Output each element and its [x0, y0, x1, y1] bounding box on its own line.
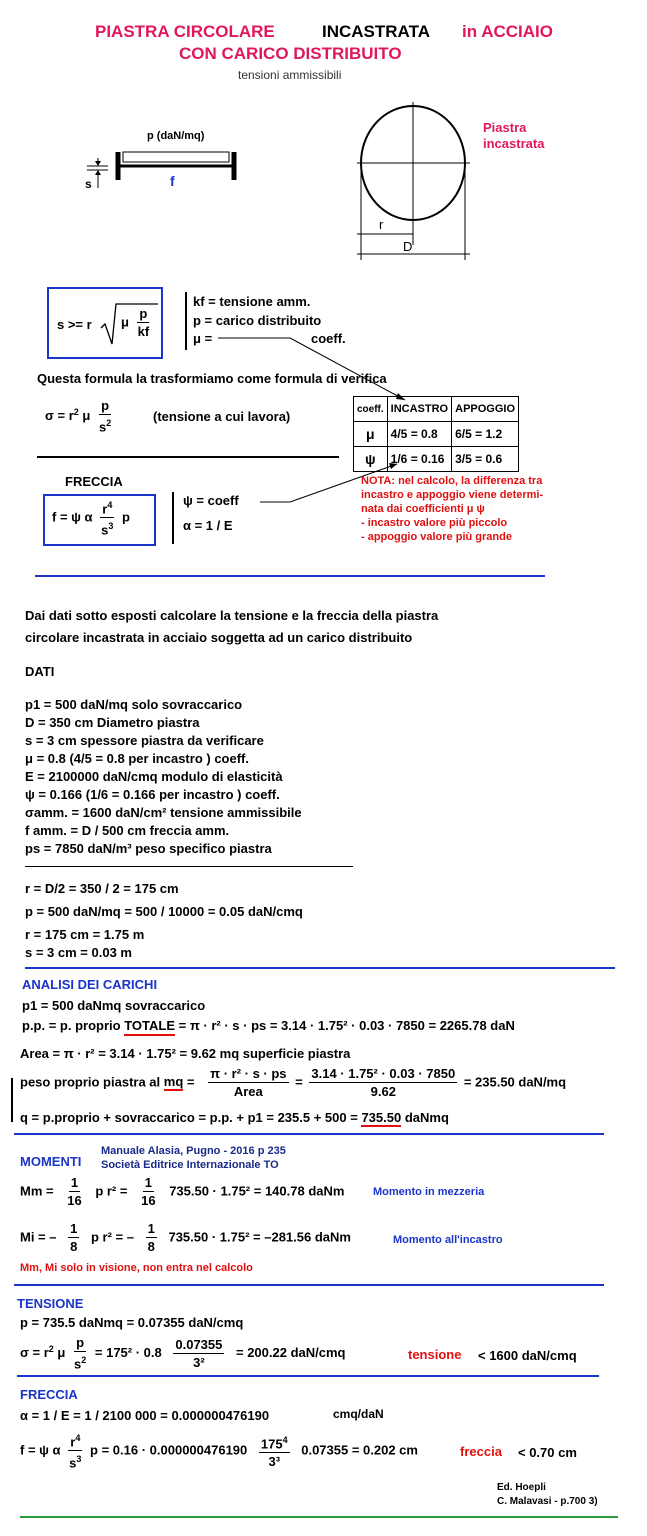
footer-line-1: Ed. Hoepli [497, 1482, 546, 1493]
frac-num: 1 [144, 1175, 152, 1190]
dati-line: σamm. = 1600 daN/cm² tensione ammissibile [25, 805, 302, 820]
freccia-lhs: f = ψ α [20, 1442, 61, 1458]
legend-alpha: α = 1 / E [183, 518, 233, 533]
frac-num: $r^4$ [68, 1430, 82, 1451]
title-part-a: PIASTRA CIRCOLARE [95, 22, 275, 41]
note-line: - incastro valore più piccolo [361, 517, 508, 529]
table-cell: ψ [354, 447, 388, 472]
table-header: APPOGGIO [452, 397, 519, 422]
one-over-8 [68, 1221, 79, 1255]
ref-line-2: Società Editrice Internazionale TO [101, 1159, 279, 1171]
dati-line: p1 = 500 daN/mq solo sovraccarico [25, 697, 243, 712]
frac-den: 8 [70, 1239, 78, 1254]
frac-num: 1 [147, 1221, 155, 1236]
legend-psi: ψ = coeff [183, 493, 239, 508]
fraction-symbolic [208, 1066, 288, 1100]
bracket-bar [11, 1078, 13, 1122]
mi-lhs: Mi = – [20, 1229, 57, 1245]
mi-note: Momento all'incastro [393, 1234, 503, 1246]
table-cell: 3/5 = 0.6 [452, 447, 519, 472]
alpha-line: α = 1 / E = 1 / 2100 000 = 0.000000476190 [20, 1408, 270, 1423]
frac-den: kf [137, 324, 150, 339]
dati-line: μ = 0.8 (4/5 = 0.8 per incastro ) coeff. [25, 751, 249, 766]
frac-den: 3³ [268, 1454, 281, 1469]
radius-label: r [379, 217, 384, 232]
mi-mid: p r² = – [90, 1229, 134, 1245]
title-part-c: in ACCIAIO [462, 22, 553, 41]
note-block [361, 474, 543, 544]
frac-den: $s^2$ [74, 1355, 87, 1372]
peso-mq-formula: peso proprio piastra al mq = $\frac{\text{π · r² · s · ps}}{\text{Area}}$ = $\frac{\text{3.14 · 1.75² · 0.03 · 7850}}{9.62}$ = 235.50 daN/mq [20, 1066, 567, 1099]
peso-mq-result: = 235.50 daN/mq [463, 1074, 567, 1090]
table-cell: 4/5 = 0.8 [387, 422, 451, 447]
title-part-b: INCASTRATA [322, 22, 430, 41]
freccia-tail: p [122, 509, 130, 525]
mu-symbol: μ [82, 408, 91, 424]
frac-num: 0.07355 [175, 1336, 223, 1352]
freccia-lhs: f = ψ α [52, 509, 93, 525]
legend-coeff: coeff. [311, 331, 346, 346]
pp-totale: TOTALE [124, 1018, 175, 1036]
frac-num: 1 [70, 1221, 78, 1236]
analisi-line-1: p1 = 500 daNmq sovraccarico [22, 998, 206, 1013]
fraction-numeric [309, 1066, 457, 1100]
deflection-label: f [170, 173, 175, 189]
q-unit: daNmq [404, 1110, 449, 1125]
conv-line-2: p = 500 daN/mq = 500 / 10000 = 0.05 daN/cmq [25, 904, 303, 919]
mi-formula [20, 1221, 351, 1255]
q-formula: q = p.proprio + sovraccarico = p.p. + p1 = 235.5 + 500 = [20, 1110, 358, 1125]
q-line [20, 1110, 449, 1125]
momenti-heading: MOMENTI [20, 1154, 82, 1169]
mm-formula [20, 1175, 344, 1209]
area-line: Area = π · r² = 3.14 · 1.75² = 9.62 mq superficie piastra [20, 1046, 351, 1061]
freccia-mid: p = 0.16 · 0.000000476190 [90, 1442, 248, 1458]
freccia-label: freccia [460, 1444, 502, 1459]
diameter-label: D [403, 239, 413, 254]
mi-result: 735.50 · 1.75² = –281.56 daNm [168, 1229, 351, 1245]
tensione-label: tensione [408, 1347, 462, 1362]
problem-line-1: Dai dati sotto esposti calcolare la tensione e la freccia della piastra [25, 608, 439, 623]
dati-heading: DATI [25, 664, 55, 679]
frac-num: p [139, 306, 148, 321]
legend-mu: μ = [193, 331, 213, 346]
r4-over-s3 [67, 1430, 83, 1472]
table-header: INCASTRO [387, 397, 451, 422]
mm-note: Momento in mezzeria [373, 1186, 485, 1198]
tensione-limit: < 1600 daN/cmq [478, 1348, 577, 1363]
note-line: incastro e appoggio viene determi- [361, 489, 544, 501]
frac-den: Area [233, 1084, 263, 1099]
mu-symbol: μ [57, 1345, 66, 1361]
frac-num: p [76, 1335, 85, 1350]
divider-blue-4 [14, 1284, 604, 1286]
p-over-s2 [97, 398, 113, 435]
frac-den: $s^3$ [69, 1454, 82, 1471]
numeric-fraction [173, 1337, 224, 1371]
freccia-calc-heading: FRECCIA [20, 1387, 78, 1402]
peso-proprio-line [22, 1018, 515, 1033]
frac-den: 16 [141, 1193, 156, 1208]
peso-mq-unit: mq [163, 1074, 184, 1090]
tensione-result: = 200.22 daN/cmq [236, 1345, 346, 1361]
frac-den: 3² [193, 1354, 205, 1370]
conv-line-4: s = 3 cm = 0.03 m [25, 945, 132, 960]
table-header: coeff. [354, 397, 388, 422]
numeric-fraction [259, 1432, 290, 1470]
dati-list [25, 696, 302, 858]
frac-num: π · r² · s · ps [210, 1066, 287, 1081]
title-line-2: CON CARICO DISTRIBUITO [179, 44, 402, 63]
frac-den: 9.62 [370, 1084, 396, 1099]
divider-blue-3 [14, 1133, 604, 1135]
frac-den: 16 [67, 1193, 82, 1208]
mm-mid: p r² = [95, 1183, 128, 1199]
peso-mq-label: peso proprio piastra al [20, 1074, 161, 1090]
dati-line: ps = 7850 daN/m³ peso specifico piastra [25, 841, 272, 856]
table-cell: 6/5 = 1.2 [452, 422, 519, 447]
pp-formula: = π · r² · s · ps = 3.14 · 1.75² · 0.03 · 7850 = 2265.78 daN [178, 1018, 515, 1033]
problem-line-2: circolare incastrata in acciaio soggetta ad un carico distribuito [25, 630, 413, 645]
freccia-calc-formula [20, 1430, 418, 1472]
dati-line: D = 350 cm Diametro piastra [25, 715, 200, 730]
one-over-16 [139, 1175, 157, 1209]
tensione-formula: $\sigma = r^2$ μ $\frac{p}{s^2}$ = 175² · 0.8 $\frac{0.07355}{\text{3²}}$ = 200.22 daN/cmq [20, 1335, 346, 1372]
divider-blue-1 [35, 575, 545, 577]
one-over-8 [146, 1221, 157, 1255]
verify-intro: Questa formula la trasformiamo come formula di verifica [37, 371, 387, 386]
frac-den: 8 [147, 1239, 155, 1254]
thickness-formula-lhs: s >= r [57, 317, 92, 332]
frac-num: p [101, 398, 110, 413]
freccia-heading: FRECCIA [65, 474, 123, 489]
footer-line-2: C. Malavasi - p.700 3) [497, 1496, 598, 1507]
frac-den: $s^3$ [101, 521, 114, 538]
verify-note: (tensione a cui lavora) [153, 409, 291, 424]
divider-2 [25, 866, 353, 867]
ref-line-1: Manuale Alasia, Pugno - 2016 p 235 [101, 1145, 286, 1157]
mm-result: 735.50 · 1.75² = 140.78 daNm [169, 1183, 345, 1199]
note-line: - appoggio valore più grande [361, 531, 512, 543]
dati-line: f amm. = D / 500 cm freccia amm. [25, 823, 230, 838]
analisi-heading: ANALISI DEI CARICHI [22, 977, 158, 992]
frac-den: $s^2$ [99, 418, 112, 435]
subtitle: tensioni ammissibili [238, 68, 342, 82]
table-cell: μ [354, 422, 388, 447]
plate-label: Piastra incastrata [483, 120, 545, 151]
dati-line: ψ = 0.166 (1/6 = 0.166 per incastro ) coeff. [25, 787, 280, 802]
freccia-formula [52, 497, 130, 539]
dati-line: E = 2100000 daN/cmq modulo di elasticità [25, 769, 283, 784]
freccia-result: 0.07355 = 0.202 cm [301, 1442, 418, 1458]
alpha-unit: cmq/daN [333, 1407, 384, 1421]
sigma-lhs: σ = r [45, 408, 74, 424]
legend-p: p = carico distribuito [193, 313, 322, 328]
dati-line: s = 3 cm spessore piastra da verificare [25, 733, 264, 748]
legend-kf: kf = tensione amm. [193, 294, 311, 309]
tensione-p-line: p = 735.5 daNmq = 0.07355 daN/cmq [20, 1315, 244, 1330]
tensione-heading: TENSIONE [17, 1296, 84, 1311]
r4-over-s3 [99, 497, 115, 539]
legend-bar-2 [172, 492, 174, 544]
frac-num: 3.14 · 1.75² · 0.03 · 7850 [311, 1066, 456, 1081]
thickness-label: s [85, 177, 92, 191]
divider-green [20, 1516, 618, 1518]
frac-num: $175^4$ [259, 1432, 290, 1453]
coefficient-table [353, 396, 519, 472]
note-line: nata dai coefficienti μ ψ [361, 503, 485, 515]
divider-blue-2 [25, 967, 615, 969]
table-cell: 1/6 = 0.16 [387, 447, 451, 472]
equals: = [186, 1074, 195, 1090]
conv-line-1: r = D/2 = 350 / 2 = 175 cm [25, 881, 179, 896]
mm-lhs: Mm = [20, 1183, 54, 1199]
p-over-s2 [72, 1335, 88, 1372]
frac-num: $r^4$ [100, 497, 114, 518]
one-over-16 [65, 1175, 83, 1209]
mu-symbol: μ [121, 314, 129, 330]
momenti-warning: Mm, Mi solo in visione, non entra nel calcolo [20, 1262, 253, 1274]
pointer-lines [0, 0, 647, 520]
frac-num: 1 [70, 1175, 79, 1190]
load-label: p (daN/mq) [147, 130, 205, 142]
note-line: NOTA: nel calcolo, la differenza tra [361, 475, 543, 487]
pp-label: p.p. = p. proprio [22, 1018, 121, 1033]
sigma-lhs: σ = r [20, 1345, 49, 1361]
divider-1 [37, 456, 339, 458]
freccia-limit: < 0.70 cm [518, 1445, 577, 1460]
conv-line-3: r = 175 cm = 1.75 m [25, 927, 145, 942]
divider-blue-5 [17, 1375, 599, 1377]
q-value: 735.50 [361, 1110, 402, 1125]
verify-formula: $\sigma = r^2$ μ $\frac{p}{s^2}$ [45, 398, 112, 435]
tensione-mid: = 175² · 0.8 [94, 1345, 162, 1361]
